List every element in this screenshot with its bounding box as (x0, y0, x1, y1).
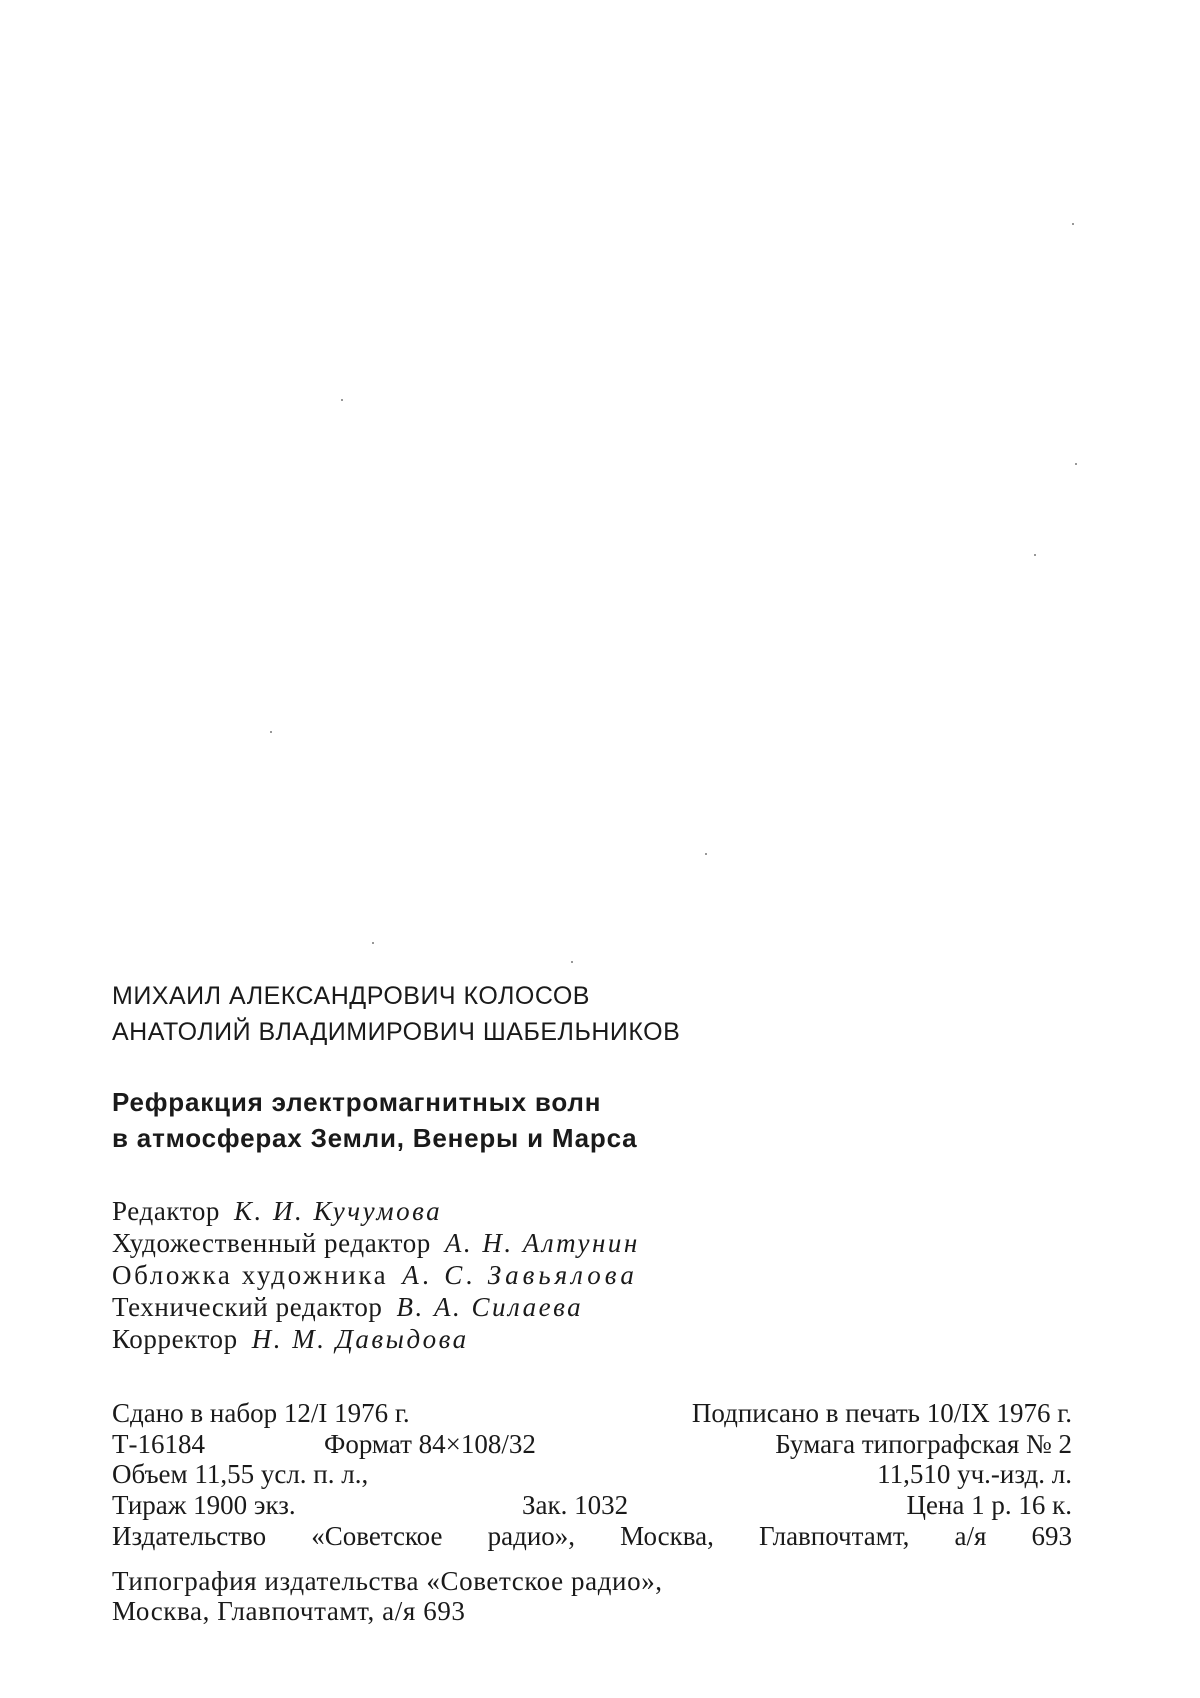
credit-name: В. А. Силаева (396, 1292, 584, 1322)
submitted-date: Сдано в набор 12/I 1976 г. (112, 1398, 410, 1428)
scan-speck (571, 961, 573, 963)
book-title (112, 1084, 637, 1156)
scan-speck (270, 731, 272, 733)
scan-speck (1034, 554, 1036, 556)
credit-name: Н. М. Давыдова (251, 1324, 469, 1354)
imprint-row-run (112, 1490, 1072, 1521)
imprint-row-dates (112, 1398, 1072, 1429)
credit-line (112, 1195, 640, 1227)
scan-speck (341, 399, 343, 401)
author-name: АНАТОЛИЙ ВЛАДИМИРОВИЧ ШАБЕЛЬНИКОВ (112, 1018, 681, 1046)
credit-role: Технический редактор (112, 1292, 383, 1322)
scan-speck (1072, 223, 1074, 225)
credit-name: А. Н. Алтунин (444, 1228, 640, 1258)
credit-line (112, 1259, 640, 1291)
signed-date: Подписано в печать 10/IX 1976 г. (691, 1398, 1072, 1428)
scan-speck (372, 942, 374, 944)
author-name: МИХАИЛ АЛЕКСАНДРОВИЧ КОЛОСОВ (112, 982, 590, 1010)
scan-speck (1075, 463, 1077, 465)
title-line: в атмосферах Земли, Венеры и Марса (112, 1123, 638, 1153)
title-line: Рефракция электромагнитных волн (112, 1087, 602, 1117)
credit-line (112, 1291, 640, 1323)
credit-name: А. С. Завьялова (402, 1260, 638, 1290)
credit-role: Обложка художника (112, 1260, 389, 1290)
credit-role: Редактор (112, 1196, 221, 1226)
printer-address: Москва, Главпочтамт, а/я 693 (112, 1596, 466, 1626)
credit-line (112, 1227, 640, 1259)
paper-format: Формат 84×108/32 (324, 1428, 536, 1459)
volume-editorial: 11,510 уч.-изд. л. (877, 1459, 1072, 1489)
credit-name: К. И. Кучумова (234, 1196, 443, 1226)
imprint-row-volume (112, 1459, 1072, 1490)
paper-type: Бумага типографская № 2 (775, 1428, 1072, 1459)
order-code: Т-16184 (112, 1428, 205, 1459)
credit-role: Художественный редактор (112, 1228, 431, 1258)
imprint-row-format (112, 1429, 1072, 1460)
price: Цена 1 р. 16 к. (906, 1489, 1072, 1520)
credit-line (112, 1323, 640, 1355)
imprint-block (112, 1398, 1072, 1627)
publisher-line: Издательство «Советское радио», Москва, Главпочтамт, а/я 693 (112, 1521, 1072, 1551)
printer-block (112, 1566, 1072, 1627)
credit-role: Корректор (112, 1324, 238, 1354)
credits-block (112, 1195, 640, 1355)
authors-block (112, 978, 680, 1050)
printer-line: Типография издательства «Советское радио», (112, 1565, 663, 1596)
print-run: Тираж 1900 экз. (112, 1489, 296, 1520)
volume-printed: Объем 11,55 усл. п. л., (112, 1459, 369, 1489)
scan-speck (705, 853, 707, 855)
order-number: Зак. 1032 (522, 1489, 629, 1520)
